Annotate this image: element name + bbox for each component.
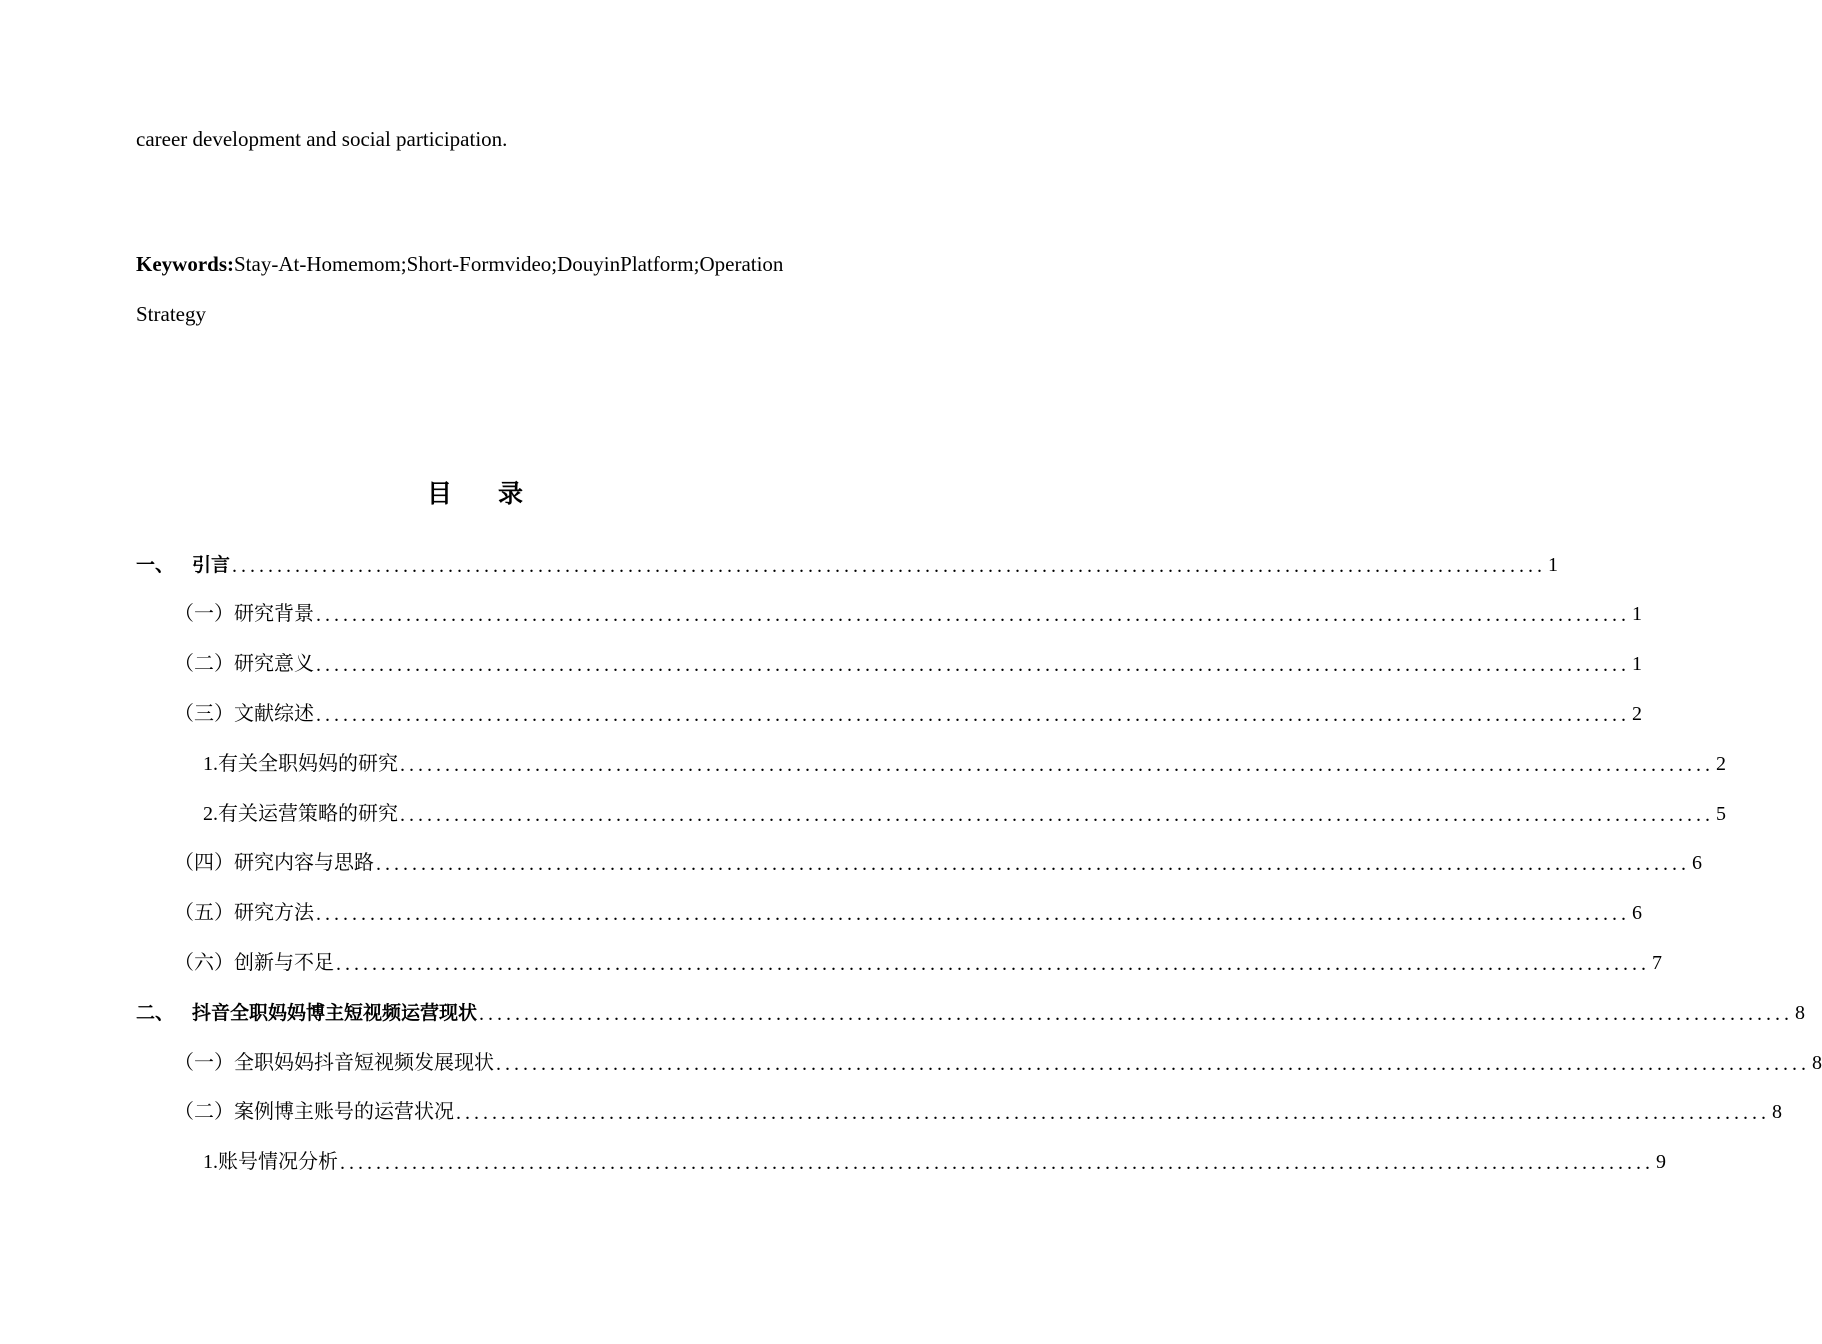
toc-entry-account-analysis[interactable] — [203, 1146, 1666, 1176]
toc-entry-label: 1.账号情况分析 — [203, 1151, 338, 1173]
toc-page-number: 2 — [1632, 703, 1642, 725]
toc-page-number: 5 — [1716, 803, 1726, 825]
toc-leader-dots: .................................................................................................................................................. — [316, 903, 1630, 925]
toc-title-char-2: 录 — [498, 479, 524, 508]
toc-page-number: 8 — [1772, 1101, 1782, 1123]
toc-title-char-1: 目 — [426, 479, 452, 508]
toc-leader-dots: .................................................................................................................................................. — [232, 555, 1547, 577]
toc-entry-number: 二、 — [136, 1002, 175, 1024]
toc-entry-label: （三）文献综述 — [174, 703, 314, 725]
keywords-line — [136, 250, 783, 278]
toc-entry-douyin-development[interactable] — [174, 1047, 1822, 1077]
toc-page-number: 9 — [1656, 1151, 1666, 1173]
toc-entry-research-methods[interactable] — [174, 897, 1642, 927]
toc-leader-dots: .................................................................................................................................................. — [336, 953, 1650, 975]
toc-entry-label: 1.有关全职妈妈的研究 — [203, 753, 398, 775]
keywords-line-continued: Strategy — [136, 302, 206, 326]
toc-entry-label: （四）研究内容与思路 — [174, 852, 374, 874]
toc-leader-dots: .................................................................................................................................................. — [456, 1102, 1770, 1124]
toc-page-number: 1 — [1548, 554, 1559, 576]
toc-entry-stay-at-home-mom-research[interactable] — [203, 748, 1726, 778]
toc-entry-introduction[interactable] — [136, 549, 1559, 579]
toc-title — [0, 474, 950, 510]
toc-entry-number: 一、 — [136, 554, 175, 576]
toc-entry-case-account-operation[interactable] — [174, 1096, 1782, 1126]
toc-entry-label: 2.有关运营策略的研究 — [203, 803, 398, 825]
toc-leader-dots: .................................................................................................................................................. — [316, 604, 1630, 626]
toc-entry-research-significance[interactable] — [174, 648, 1642, 678]
toc-entry-operation-strategy-research[interactable] — [203, 798, 1726, 828]
toc-page-number: 8 — [1812, 1052, 1822, 1074]
toc-entry-label: 引言 — [192, 554, 231, 576]
toc-entry-label: （五）研究方法 — [174, 902, 314, 924]
toc-leader-dots: .................................................................................................................................................. — [340, 1152, 1654, 1174]
toc-page-number: 2 — [1716, 753, 1726, 775]
toc-page-number: 6 — [1692, 852, 1702, 874]
keywords-text: Stay-At-Homemom;Short-Formvideo;DouyinPlatform;Operation — [234, 252, 784, 276]
toc-leader-dots: .................................................................................................................................................. — [376, 853, 1690, 875]
toc-page-number: 7 — [1652, 952, 1662, 974]
toc-leader-dots: .................................................................................................................................................. — [400, 754, 1714, 776]
toc-leader-dots: .................................................................................................................................................. — [479, 1003, 1794, 1025]
keywords-label: Keywords: — [136, 252, 234, 276]
toc-page-number: 8 — [1795, 1002, 1806, 1024]
toc-entry-literature-review[interactable] — [174, 698, 1642, 728]
toc-leader-dots: .................................................................................................................................................. — [400, 804, 1714, 826]
abstract-closing-line: career development and social participation. — [136, 127, 508, 151]
toc-page-number: 1 — [1632, 653, 1642, 675]
toc-entry-label: （六）创新与不足 — [174, 952, 334, 974]
toc-entry-research-background[interactable] — [174, 598, 1642, 628]
toc-entry-innovation-limitations[interactable] — [174, 947, 1662, 977]
toc-entry-label: （一）研究背景 — [174, 603, 314, 625]
toc-entry-current-status[interactable] — [136, 997, 1806, 1027]
toc-leader-dots: .................................................................................................................................................. — [496, 1053, 1810, 1075]
toc-entry-label: （一）全职妈妈抖音短视频发展现状 — [174, 1052, 494, 1074]
toc-entry-label: （二）案例博主账号的运营状况 — [174, 1101, 454, 1123]
toc-page-number: 6 — [1632, 902, 1642, 924]
toc-leader-dots: .................................................................................................................................................. — [316, 654, 1630, 676]
toc-page-number: 1 — [1632, 603, 1642, 625]
toc-entry-label: （二）研究意义 — [174, 653, 314, 675]
toc-entry-research-content[interactable] — [174, 847, 1702, 877]
toc-entry-label: 抖音全职妈妈博主短视频运营现状 — [192, 1002, 478, 1024]
toc-leader-dots: .................................................................................................................................................. — [316, 704, 1630, 726]
